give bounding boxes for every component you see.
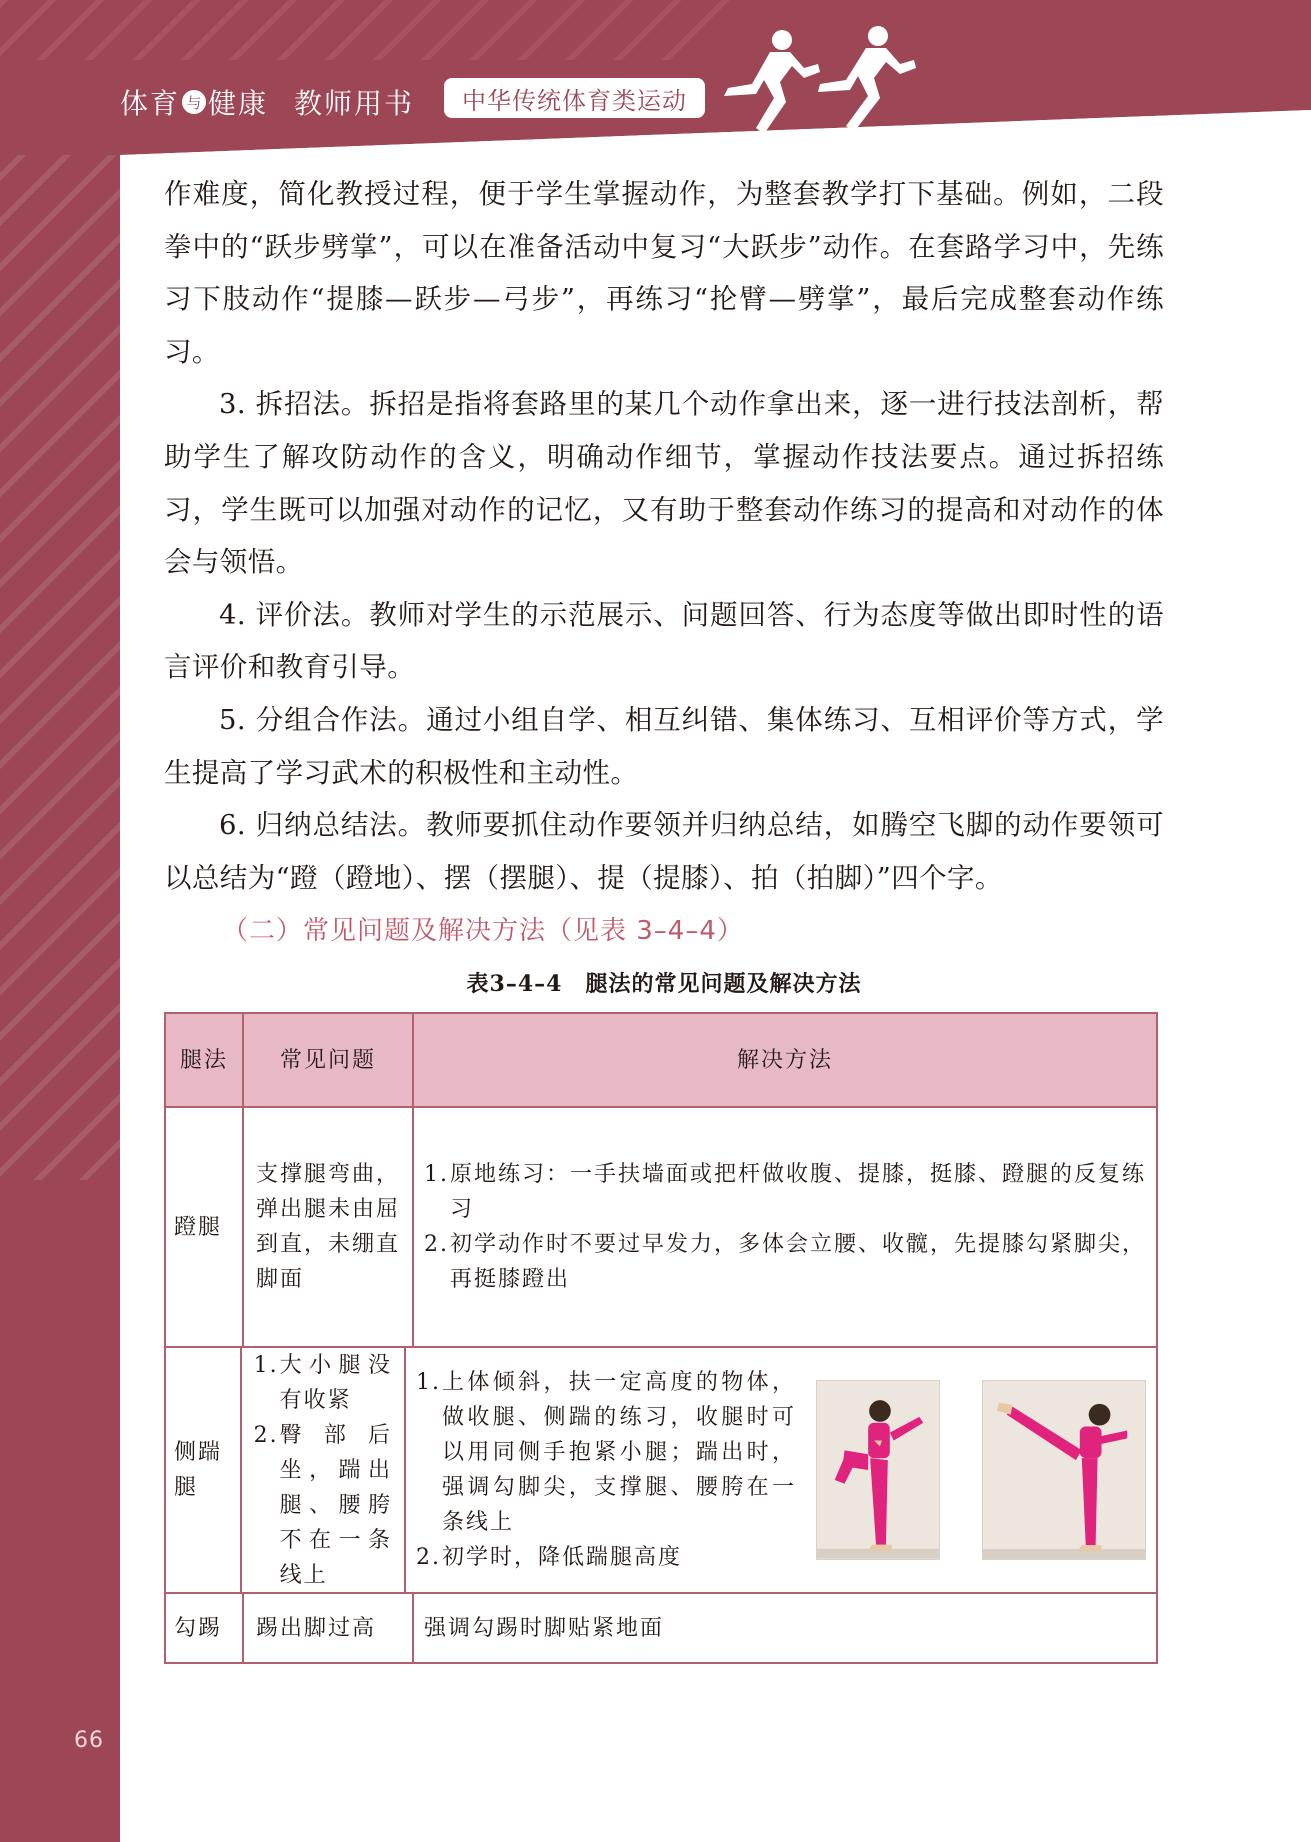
header-cell-problem: 常见问题 [242, 1014, 412, 1106]
cell-leg: 蹬腿 [174, 1214, 223, 1240]
item-text: 臀部后坐，踹出腿、腰胯不在一条线上 [279, 1422, 392, 1588]
table-header-row [166, 1014, 1156, 1106]
item-text: 初学时，降低踹腿高度 [442, 1545, 683, 1570]
table-row [166, 1346, 1156, 1592]
cell-solution: 强调勾踢时脚贴紧地面 [412, 1594, 1156, 1662]
item-number: 2. [416, 1545, 441, 1570]
section-subheading: （二）常见问题及解决方法（见表 3–4–4） [222, 916, 744, 947]
item-number: 2. [253, 1422, 279, 1448]
list-item [424, 1157, 1146, 1227]
book-title-part1: 体育 [120, 87, 181, 120]
item-number: 2. [424, 1232, 449, 1257]
item-text: 上体倾斜，扶一定高度的物体，做收腿、侧踹的练习，收腿时可以用同侧手抱紧小腿；踹出时，强调勾脚尖，支撑腿、腰胯在一条线上 [442, 1370, 796, 1535]
side-kick-photo-tuck [816, 1380, 940, 1560]
paragraph-method-3: 3. 拆招法。拆招是指将套路里的某几个动作拿出来，逐一进行技法剖析，帮助学生了解攻防动作的含义，明确动作细节，掌握动作技法要点。通过拆招练习，学生既可以加强对动作的记忆，又有助于整套动作练习的提高和对动作的体会与领悟。 [164, 388, 1164, 579]
table-row [166, 1592, 1156, 1662]
problem-text: 支撑腿弯曲，弹出腿未由屈到直，未绷直脚面 [256, 1162, 401, 1292]
book-title [120, 80, 414, 124]
book-title-yu-badge: 与 [182, 90, 206, 114]
header-cell-leg: 腿法 [179, 1047, 228, 1073]
book-title-part2: 健康 [208, 87, 269, 120]
item-number: 1. [416, 1370, 441, 1395]
item-text: 原地练习：一手扶墙面或把杆做收腹、提膝，挺膝、蹬腿的反复练习 [450, 1162, 1147, 1222]
problems-table [164, 1012, 1158, 1664]
cell-problem [240, 1348, 404, 1592]
item-text: 大小腿没有收紧 [279, 1352, 392, 1413]
section-tag: 中华传统体育类运动 [444, 78, 705, 118]
header-cell-solution: 解决方法 [412, 1014, 1156, 1106]
paragraph-method-6: 6. 归纳总结法。教师要抓住动作要领并归纳总结，如腾空飞脚的动作要领可以总结为“蹬（蹬地）、摆（摆腿）、提（提膝）、拍（拍脚）”四个字。 [164, 809, 1164, 894]
page-number: 66 [74, 1728, 104, 1753]
list-item [416, 1540, 796, 1575]
paragraph-continued: 作难度，简化教授过程，便于学生掌握动作，为整套教学打下基础。例如，二段拳中的“跃步劈掌”，可以在准备活动中复习“大跃步”动作。在套路学习中，先练习下肢动作“提膝—跃步—弓步”，再练习“抡臂—劈掌”，最后完成整套动作练习。 [164, 178, 1164, 368]
list-item [254, 1348, 392, 1418]
body-content [164, 168, 1164, 1004]
paragraph-method-5: 5. 分组合作法。通过小组自学、相互纠错、集体练习、互相评价等方式，学生提高了学习武术的积极性和主动性。 [164, 703, 1164, 789]
list-item [254, 1418, 392, 1593]
side-kick-photo-extended [982, 1380, 1146, 1560]
cell-leg: 勾踢 [174, 1615, 223, 1641]
item-text: 初学动作时不要过早发力，多体会立腰、收髋，先提膝勾紧脚尖，再挺膝蹬出 [450, 1232, 1147, 1292]
cell-problem [242, 1108, 412, 1346]
cell-solution [412, 1108, 1156, 1346]
cell-problem: 踢出脚过高 [242, 1594, 412, 1662]
list-item [424, 1227, 1146, 1297]
runners-icon [700, 22, 920, 142]
paragraph-method-4: 4. 评价法。教师对学生的示范展示、问题回答、行为态度等做出即时性的语言评价和教育引导。 [164, 598, 1164, 684]
table-caption: 表3–4–4 腿法的常见问题及解决方法 [466, 971, 862, 998]
table-row [166, 1106, 1156, 1346]
item-number: 1. [253, 1352, 279, 1378]
cell-solution [404, 1348, 1156, 1592]
cell-leg: 侧踹腿 [174, 1440, 223, 1500]
list-item [416, 1365, 796, 1540]
item-number: 1. [424, 1162, 449, 1187]
book-title-part3: 教师用书 [294, 87, 415, 120]
